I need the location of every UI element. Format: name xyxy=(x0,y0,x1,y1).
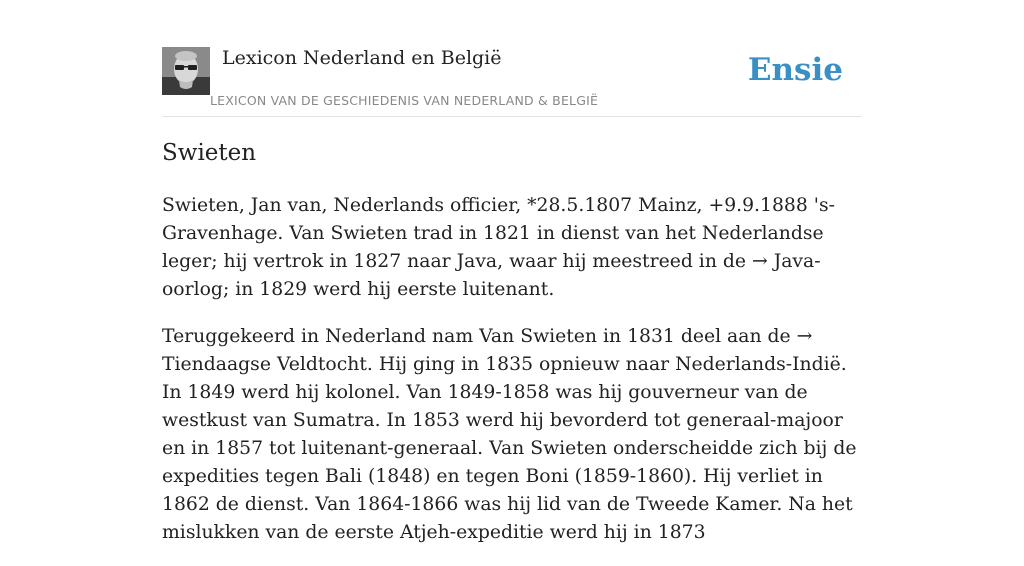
link-java-oorlog[interactable]: → Java-oorlog xyxy=(162,251,821,300)
ensie-logo-link[interactable]: Ensie xyxy=(747,52,843,88)
article-paragraph-1 xyxy=(162,192,868,304)
paragraph-text: ; in 1829 werd hij eerste luitenant. xyxy=(222,279,555,300)
site-header xyxy=(162,46,862,117)
site-subtitle: LEXICON VAN DE GESCHIEDENIS VAN NEDERLAND & BELGIË xyxy=(210,93,599,108)
paragraph-text: Swieten, Jan van, Nederlands officier, *28.5.1807 Mainz, +9.9.1888 's-Gravenhage. Van Swieten trad in 1821 in dienst van het Nederlandse leger; hij vertrok in 1827 naar Java, waar hij meestreed in de xyxy=(162,195,835,272)
article-body xyxy=(162,192,868,566)
avatar-portrait-icon xyxy=(162,47,210,95)
paragraph-text: . Hij ging in 1835 opnieuw naar Nederlands-Indië. In 1849 werd hij kolonel. Van 1849-1858 was hij gouverneur van de westkust van Sumatra. In 1853 werd hij bevorderd tot generaal-majoor en in 1857 tot luitenant-generaal. Van Swieten onderscheidde zich bij de expedities tegen Bali (1848) en tegen Boni (1859-1860). Hij verliet in 1862 de dienst. Van 1864-1866 was hij lid van de Tweede Kamer. Na het mislukken van de eerste Atjeh-expeditie werd hij in 1873 xyxy=(162,354,857,543)
article-paragraph-2 xyxy=(162,323,868,547)
page-title: Swieten xyxy=(162,140,257,166)
paragraph-text: Teruggekeerd in Nederland nam Van Swieten in 1831 deel aan de xyxy=(162,326,797,347)
link-tiendaagse-veldtocht[interactable]: → Tiendaagse Veldtocht xyxy=(162,326,813,375)
site-name-link[interactable]: Lexicon Nederland en België xyxy=(222,47,502,69)
author-avatar[interactable] xyxy=(162,47,210,95)
